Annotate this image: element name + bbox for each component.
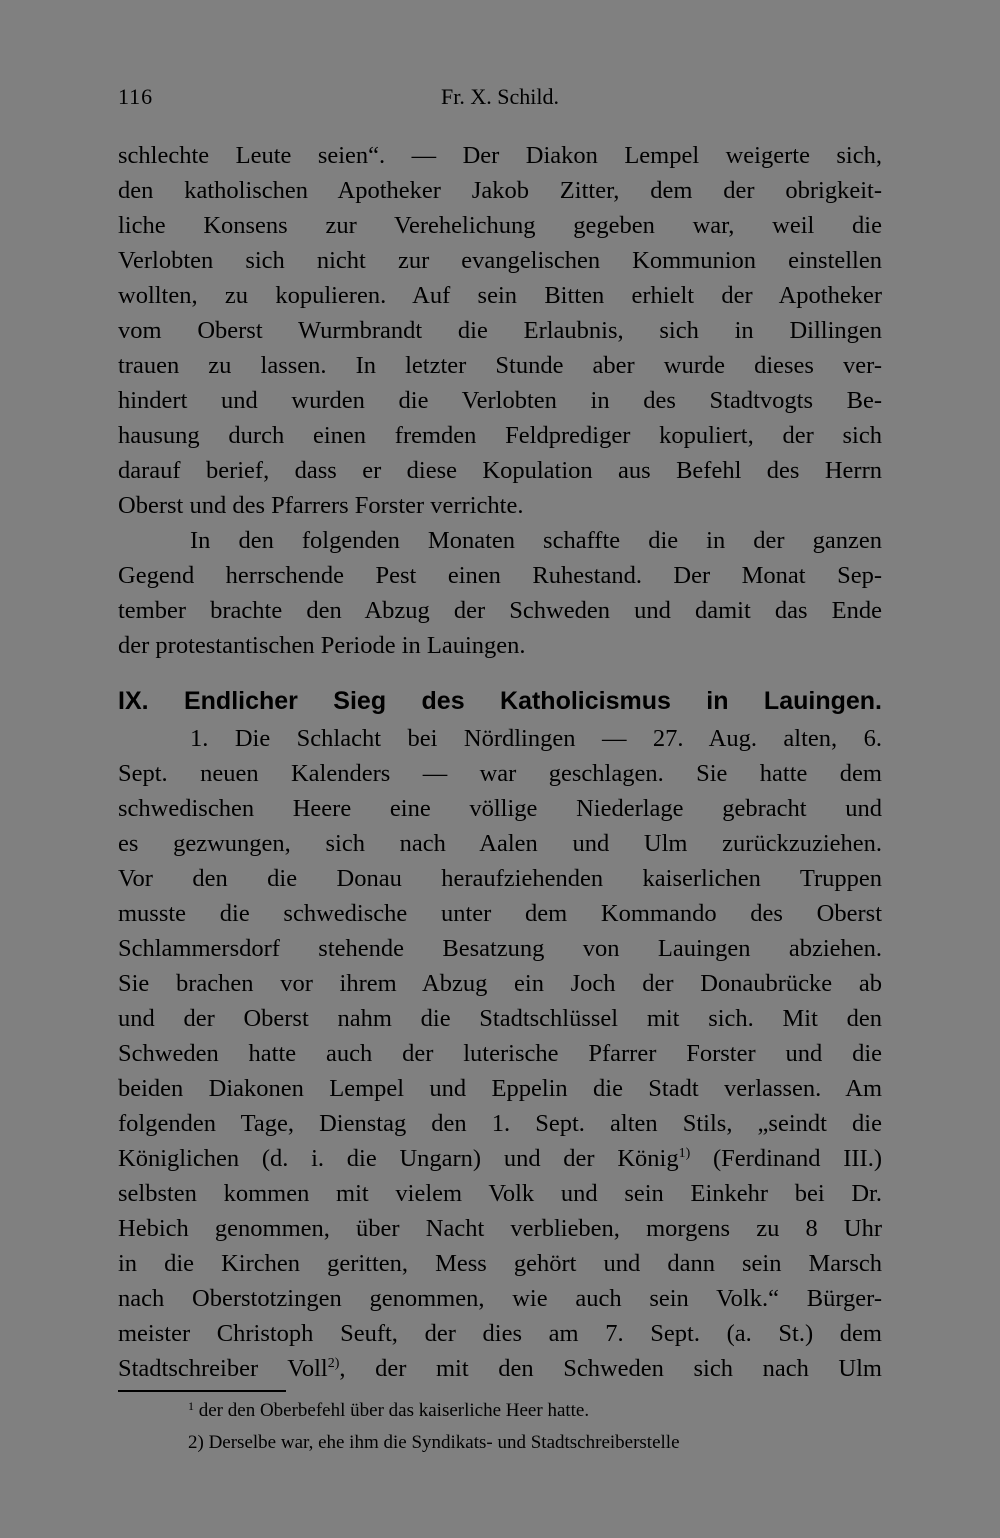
text-line: folgenden Tage, Dienstag den 1. Sept. alten Stils, „seindt die	[118, 1110, 882, 1137]
text-line: hindert und wurden die Verlobten in des Stadtvogts Be-	[118, 387, 882, 414]
text-line: wollten, zu kopulieren. Auf sein Bitten erhielt der Apotheker	[118, 282, 882, 309]
footnote-rule	[118, 1390, 286, 1392]
footnote-ref-1: 1)	[678, 1146, 691, 1161]
text-line: Oberst und des Pfarrers Forster verrichte.	[118, 492, 524, 519]
text-line: beiden Diakonen Lempel und Eppelin die Stadt verlassen. Am	[118, 1075, 882, 1102]
running-title: Fr. X. Schild.	[441, 84, 559, 109]
footnote-ref-2: 2)	[327, 1356, 340, 1371]
paragraph-1	[118, 138, 882, 523]
page-body	[118, 138, 882, 1386]
line-text: Stadtschreiber Voll	[118, 1355, 328, 1382]
footnote-mark: 2)	[188, 1432, 204, 1453]
text-line: musste die schwedische unter dem Kommando des Oberst	[118, 900, 882, 927]
text-line: In den folgenden Monaten schaffte die in der ganzen	[190, 527, 882, 554]
footnotes	[118, 1395, 882, 1459]
paragraph-2	[118, 523, 882, 663]
text-line: schwedischen Heere eine völlige Niederlage gebracht und	[118, 795, 882, 822]
text-line: nach Oberstotzingen genommen, wie auch sein Volk.“ Bürger-	[118, 1285, 882, 1312]
line-text-tail: , der mit den Schweden sich nach Ulm	[339, 1355, 882, 1382]
text-line-with-footnote	[118, 1351, 882, 1386]
text-line: trauen zu lassen. In letzter Stunde aber wurde dieses ver-	[118, 352, 882, 379]
text-line: darauf berief, dass er diese Kopulation aus Befehl des Herrn	[118, 457, 882, 484]
page-number: 116	[118, 84, 154, 109]
text-line: Sept. neuen Kalenders — war geschlagen. Sie hatte dem	[118, 760, 882, 787]
text-line: Gegend herrschende Pest einen Ruhestand. Der Monat Sep-	[118, 562, 882, 589]
text-line: Vor den die Donau heraufziehenden kaiserlichen Truppen	[118, 865, 882, 892]
section-spacer	[118, 663, 882, 681]
text-line: Verlobten sich nicht zur evangelischen Kommunion einstellen	[118, 247, 882, 274]
text-line: 1. Die Schlacht bei Nördlingen — 27. Aug. alten, 6.	[190, 725, 882, 752]
text-line: selbsten kommen mit vielem Volk und sein Einkehr bei Dr.	[118, 1180, 882, 1207]
text-line: Schlammersdorf stehende Besatzung von Lauingen abziehen.	[118, 935, 882, 962]
line-text: Königlichen (d. i. die Ungarn) und der König	[118, 1145, 679, 1172]
text-line: hausung durch einen fremden Feldprediger kopuliert, der sich	[118, 422, 882, 449]
paragraph-3	[118, 721, 882, 1386]
text-line: der protestantischen Periode in Lauingen.	[118, 632, 526, 659]
footnote-2	[118, 1427, 882, 1459]
text-line: in die Kirchen geritten, Mess gehört und dann sein Marsch	[118, 1250, 882, 1277]
text-line: es gezwungen, sich nach Aalen und Ulm zurückzuziehen.	[118, 830, 882, 857]
text-line: tember brachte den Abzug der Schweden und damit das Ende	[118, 597, 882, 624]
page-header	[118, 84, 882, 118]
text-line: liche Konsens zur Verehelichung gegeben war, weil die	[118, 212, 882, 239]
footnote-text: Derselbe war, ehe ihm die Syndikats- und Stadtschreiberstelle	[208, 1432, 680, 1453]
text-line: meister Christoph Seuft, der dies am 7. Sept. (a. St.) dem	[118, 1320, 882, 1347]
footnote-mark: 1	[188, 1399, 194, 1413]
footnote-1	[118, 1395, 882, 1427]
section-heading: IX. Endlicher Sieg des Katholicismus in Lauingen.	[118, 687, 882, 715]
text-line: und der Oberst nahm die Stadtschlüssel mit sich. Mit den	[118, 1005, 882, 1032]
text-line-with-footnote	[118, 1141, 882, 1176]
text-line: Schweden hatte auch der luterische Pfarrer Forster und die	[118, 1040, 882, 1067]
text-line: schlechte Leute seien“. — Der Diakon Lempel weigerte sich,	[118, 142, 882, 169]
text-line: Hebich genommen, über Nacht verblieben, morgens zu 8 Uhr	[118, 1215, 882, 1242]
line-text-tail: (Ferdinand III.)	[690, 1145, 882, 1172]
text-line: Sie brachen vor ihrem Abzug ein Joch der Donaubrücke ab	[118, 970, 882, 997]
text-line: den katholischen Apotheker Jakob Zitter, dem der obrigkeit-	[118, 177, 882, 204]
footnote-text: der den Oberbefehl über das kaiserliche Heer hatte.	[198, 1400, 590, 1421]
text-line: vom Oberst Wurmbrandt die Erlaubnis, sich in Dillingen	[118, 317, 882, 344]
